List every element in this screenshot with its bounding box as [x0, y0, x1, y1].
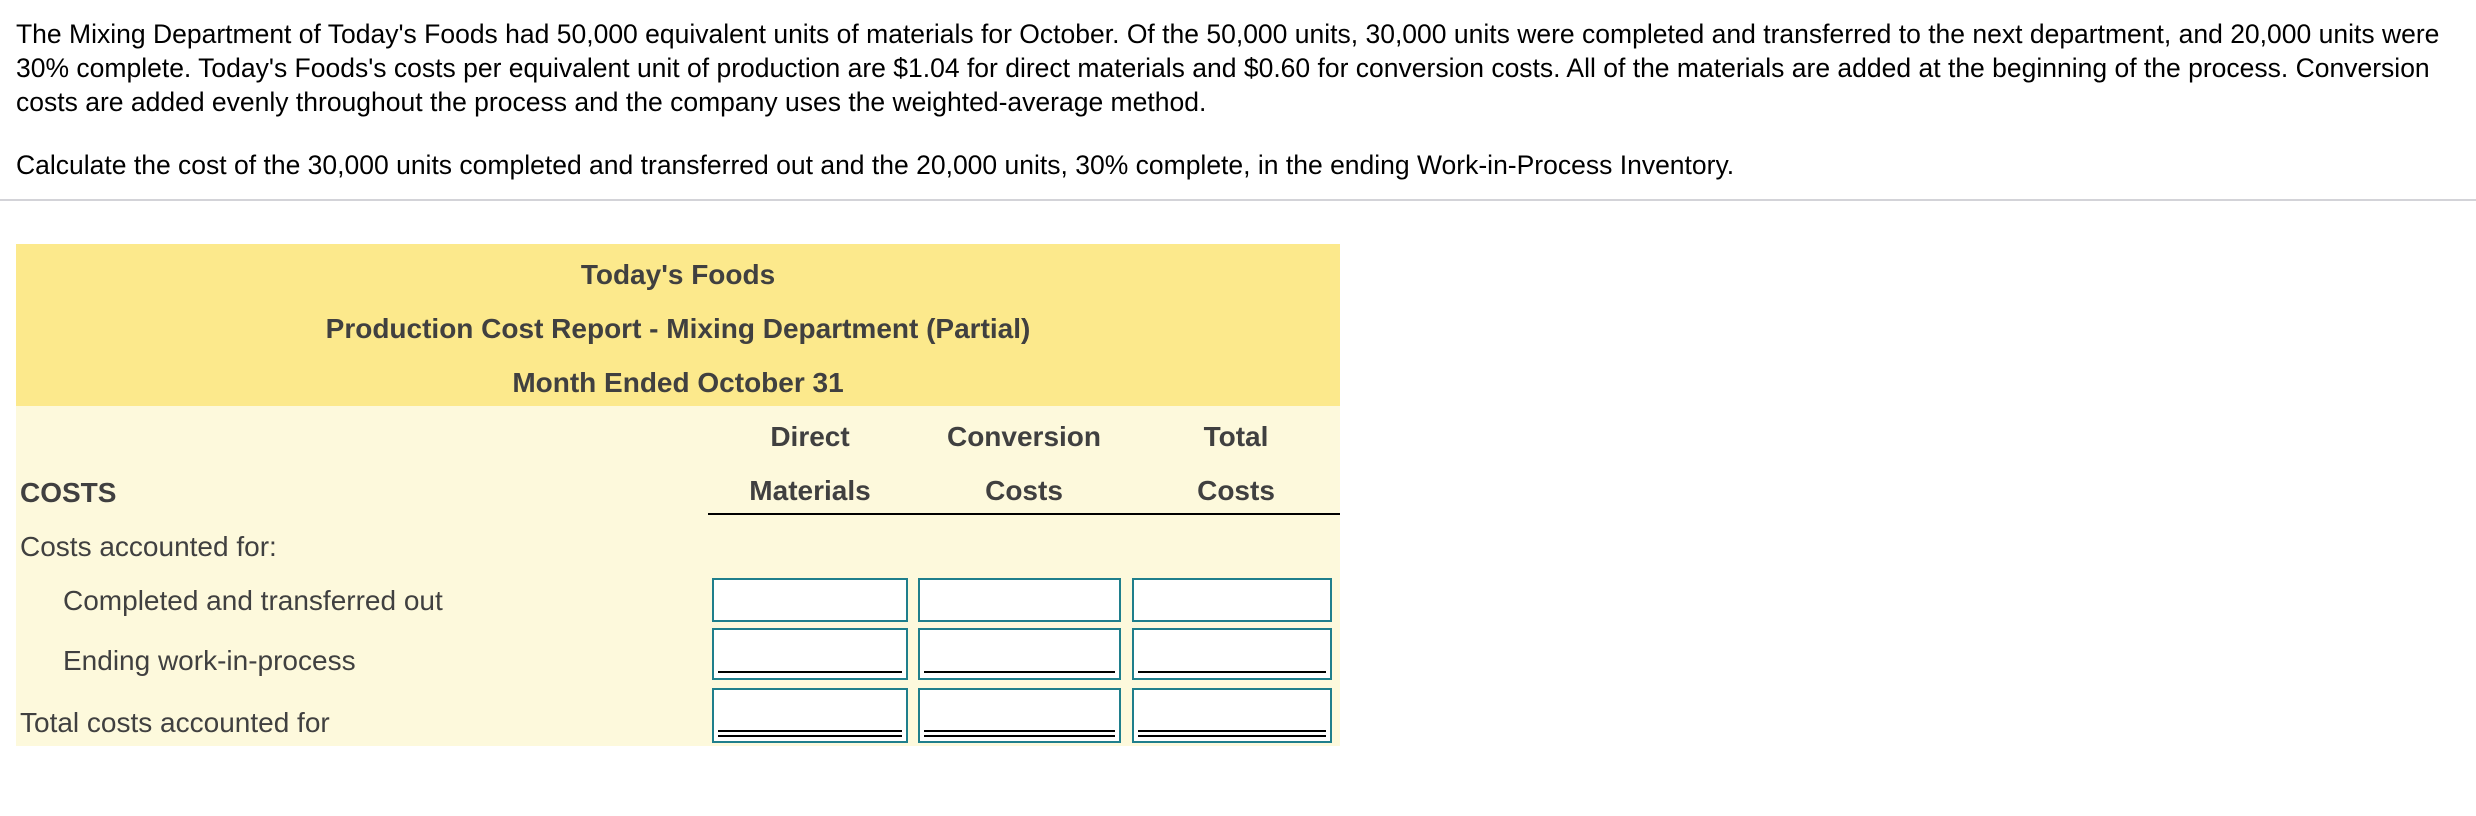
- section-divider: [0, 199, 2476, 201]
- column-header-direct-materials-line1: Direct: [770, 421, 850, 452]
- column-header-direct-materials-line2: Materials: [749, 475, 871, 506]
- problem-paragraph: The Mixing Department of Today's Foods had 50,000 equivalent units of materials for October. Of the 50,000 units, 30,000 units were completed and transferred to the next department, and 20,000 units were 30% complete. Today's Foods's costs per equivalent unit of production are $1.04 for direct materials and $0.60 for conversion costs. All of the materials are added at the beginning of the process. Conversion costs are added evenly throughout the process and the company uses the weighted-average method.: [16, 19, 2440, 117]
- report-period: Month Ended October 31: [512, 367, 844, 398]
- row-label-ending-work-in-process: Ending work-in-process: [63, 645, 356, 676]
- total-costs-total-costs-input[interactable]: [1132, 688, 1332, 743]
- ending-wip-conversion-costs-input[interactable]: [918, 628, 1121, 680]
- costs-accounted-for-label: Costs accounted for:: [20, 531, 277, 562]
- production-cost-report: [16, 244, 1340, 746]
- ending-wip-total-costs-input[interactable]: [1132, 628, 1332, 680]
- column-header-total-costs-line2: Costs: [1197, 475, 1275, 506]
- ending-wip-direct-materials-input[interactable]: [712, 628, 908, 680]
- completed-transferred-total-costs-input[interactable]: [1132, 578, 1332, 622]
- column-header-conversion-costs-line1: Conversion: [946, 421, 1102, 452]
- report-company-name: Today's Foods: [580, 259, 776, 290]
- total-costs-conversion-costs-input[interactable]: [918, 688, 1121, 743]
- completed-transferred-direct-materials-input[interactable]: [712, 578, 908, 622]
- row-label-completed-transferred-out: Completed and transferred out: [63, 585, 443, 616]
- completed-transferred-conversion-costs-input[interactable]: [918, 578, 1121, 622]
- total-costs-direct-materials-input[interactable]: [712, 688, 908, 743]
- problem-statement: [16, 17, 2456, 119]
- row-label-total-costs-accounted-for: Total costs accounted for: [20, 707, 330, 738]
- column-header-rule: [708, 513, 1340, 515]
- report-title: Production Cost Report - Mixing Department (Partial): [325, 313, 1031, 344]
- column-header-total-costs-line1: Total: [1203, 421, 1269, 452]
- column-header-conversion-costs-line2: Costs: [985, 475, 1063, 506]
- costs-section-label: COSTS: [20, 477, 117, 508]
- problem-instruction: Calculate the cost of the 30,000 units completed and transferred out and the 20,000 units, 30% complete, in the ending Work-in-Process Inventory.: [16, 150, 1735, 180]
